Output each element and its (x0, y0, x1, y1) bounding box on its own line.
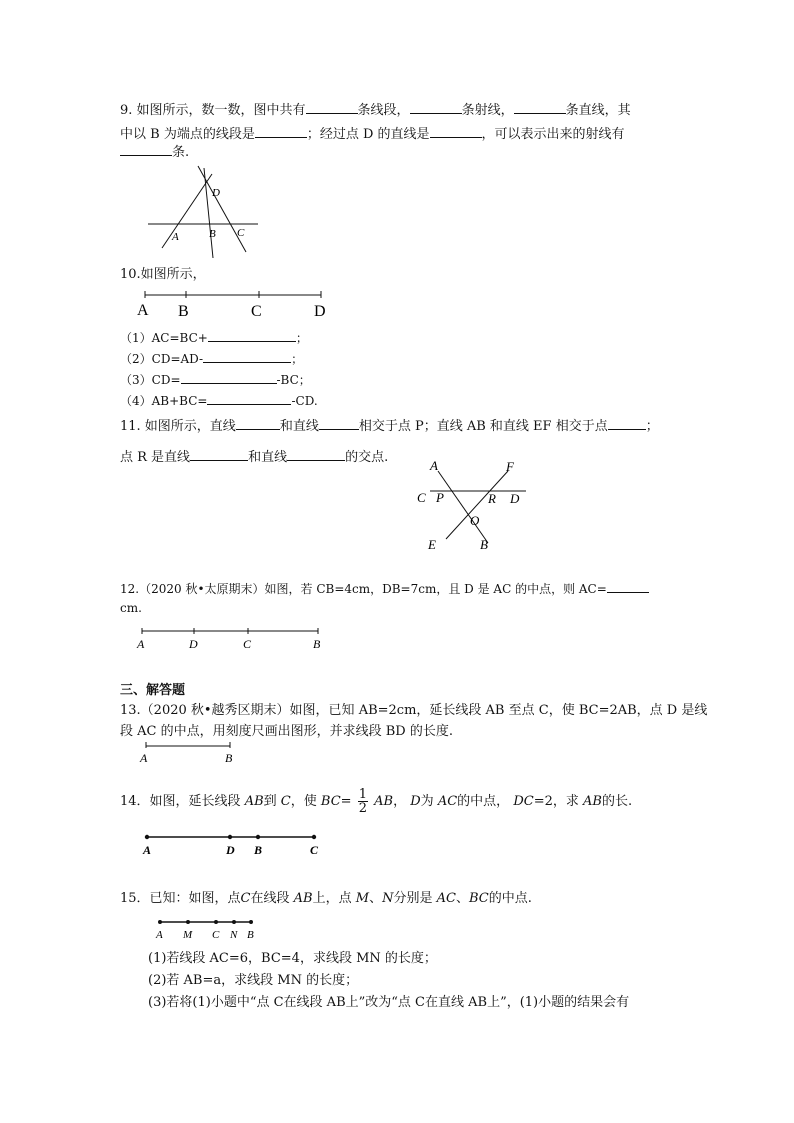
q10-label-b: B (178, 303, 189, 320)
q10-sub-3-end: -BC； (276, 373, 311, 387)
q9-line-bd (204, 168, 213, 258)
q14-figure (138, 828, 328, 858)
q15-point-c (214, 920, 218, 924)
q11-label-o: O (470, 513, 480, 528)
q14-text-6: 的中点， (457, 794, 510, 809)
q11-line-ab (438, 471, 488, 543)
q14-label-d: D (226, 843, 235, 857)
q9-text-2: 条线段， (357, 103, 410, 118)
q10-sub-1-text: （1）AC=BC+ (120, 331, 208, 345)
q15-line-1 (120, 890, 532, 907)
q10-label-d: D (314, 303, 326, 320)
q11-blank-1[interactable] (236, 416, 280, 430)
section-heading: 三、解答题 (120, 683, 186, 698)
q14-equals: = (340, 794, 352, 809)
q14-var-c: C (280, 794, 291, 809)
q13-figure (134, 738, 244, 766)
q11-label-p: P (436, 490, 444, 505)
q9-line-3 (120, 142, 189, 161)
q15-label-b: B (247, 929, 254, 941)
q15-var-ac: AC (436, 891, 456, 906)
q9-blank-5[interactable] (430, 124, 482, 138)
q11-line-2 (120, 447, 388, 466)
q14-var-ab-3: AB (583, 794, 602, 809)
q14-point-d (228, 835, 232, 839)
q10-title: 10.如图所示， (120, 267, 206, 282)
q9-line-1 (120, 100, 631, 119)
q10-sub-2-text: （2）CD=AD- (120, 352, 204, 366)
q11-blank-4[interactable] (190, 447, 248, 461)
q10-sub-4-text: （4）AB+BC= (120, 394, 208, 408)
q14-point-c (312, 835, 316, 839)
q9-label-d: D (212, 187, 220, 199)
q9-blank-4[interactable] (255, 124, 307, 138)
q15-sub-1: (1)若线段 AC=6，BC=4，求线段 MN 的长度； (148, 951, 437, 966)
q14-var-ab-2: AB (374, 794, 394, 809)
q11-text-5: 点 R 是直线 (120, 450, 191, 465)
q10-sub-3-text: （3）CD= (120, 373, 181, 387)
q9-blank-1[interactable] (306, 100, 358, 114)
q11-line-1 (120, 416, 659, 435)
q14-text-8: 的长. (601, 794, 633, 809)
q10-figure (125, 284, 345, 324)
q14-point-b (256, 835, 260, 839)
q10-sub-1 (120, 328, 308, 347)
q9-blank-3[interactable] (514, 100, 566, 114)
q15-text-7: 的中点. (488, 891, 532, 906)
q9-text-3: 条射线， (461, 103, 514, 118)
q14-text-5: 为 (420, 794, 434, 809)
q9-blank-2[interactable] (410, 100, 462, 114)
q14-var-bc: BC (320, 794, 341, 809)
q11-figure (412, 455, 537, 555)
q12-label-d: D (189, 637, 198, 651)
q14-var-ac: AC (437, 794, 458, 809)
q14-line-1 (120, 788, 632, 818)
q12-label-c: C (243, 637, 252, 651)
q15-var-ab: AB (293, 891, 313, 906)
q12-text-1: 12.（2020 秋•太原期末）如图，若 CB=4cm，DB=7cm，且 D 是 AC 的中点，则 AC= (120, 582, 607, 596)
q11-blank-3[interactable] (608, 416, 646, 430)
q15-text-5: 分别是 (393, 891, 433, 906)
q15-var-m: M (355, 891, 370, 906)
q15-point-b (249, 920, 253, 924)
q11-label-e: E (428, 537, 436, 552)
q10-blank-1[interactable] (208, 328, 296, 342)
q10-blank-4[interactable] (207, 391, 291, 405)
q13-label-a: A (140, 751, 148, 765)
q15-var-bc: BC (468, 891, 489, 906)
q11-text-4: ； (645, 419, 659, 434)
q15-text-3: 上，点 (312, 891, 352, 906)
q11-label-b: B (480, 537, 488, 552)
q13-label-b: B (225, 751, 233, 765)
q12-line-1 (120, 579, 649, 598)
q15-sub-3: (3)若将(1)小题中“点 C在线段 AB上”改为“点 C在直线 AB上”，(1)小题的结果会有 (148, 995, 630, 1010)
q14-label-b: B (254, 843, 263, 857)
q9-text-4: 条直线，其 (565, 103, 631, 118)
q11-text-7: 的交点. (345, 450, 389, 465)
q10-label-c: C (251, 303, 262, 320)
q15-text-1: 15．已知：如图，点 (120, 891, 241, 906)
q15-text-2: 在线段 (250, 891, 290, 906)
q14-var-ab: AB (244, 794, 264, 809)
q9-label-b: B (209, 228, 216, 240)
q14-label-c: C (310, 843, 319, 857)
q9-line-2 (120, 124, 625, 143)
q10-sub-1-end: ； (295, 331, 308, 345)
q15-var-n: N (382, 891, 394, 906)
q15-label-a: A (156, 929, 163, 941)
q15-point-a (158, 920, 162, 924)
q14-text-4: ， (393, 794, 407, 809)
q10-label-a: A (137, 302, 149, 319)
q14-label-a: A (143, 843, 152, 857)
q11-text-1: 11. 如图所示，直线 (120, 419, 236, 434)
q9-text-6: ；经过点 D 的直线是 (306, 127, 430, 142)
q10-sub-2 (120, 349, 303, 368)
q12-figure (132, 622, 332, 652)
q9-blank-6[interactable] (120, 142, 172, 156)
q15-point-m (186, 920, 190, 924)
q11-label-a: A (430, 458, 438, 473)
q9-line-dc (198, 166, 246, 252)
q10-sub-4-end: -CD. (291, 394, 318, 408)
q12-text-2: cm. (120, 601, 142, 615)
q11-text-2: 和直线 (279, 419, 319, 434)
q11-line-ef (446, 471, 508, 539)
q11-label-r: R (488, 491, 496, 506)
q15-sub-2: (2)若 AB=a，求线段 MN 的长度； (148, 973, 359, 988)
q9-text-7: ，可以表示出来的射线有 (481, 127, 625, 142)
q14-var-dc: DC (513, 794, 534, 809)
q11-label-d: D (510, 491, 520, 506)
q10-sub-4 (120, 391, 318, 410)
q14-text-1: 14．如图，延长线段 (120, 794, 241, 809)
q9-line-ad (162, 174, 212, 248)
q15-label-c: C (212, 929, 220, 941)
q11-label-c: C (417, 490, 426, 505)
q14-fraction-den: 2 (358, 801, 367, 816)
q15-label-n: N (230, 929, 238, 941)
q12-blank-1[interactable] (607, 579, 649, 593)
q11-blank-5[interactable] (287, 447, 345, 461)
q9-text-1: 9. 如图所示，数一数，图中共有 (120, 103, 306, 118)
q15-figure (150, 914, 265, 944)
q13-line-1: 13.（2020 秋•越秀区期末）如图，已知 AB=2cm，延长线段 AB 至点 C，使 BC=2AB，点 D 是线 (120, 703, 708, 718)
q15-point-n (232, 920, 236, 924)
q13-line-2: 段 AC 的中点，用刻度尺画出图形，并求线段 BD 的长度. (120, 724, 453, 739)
q15-text-4: 、 (369, 891, 383, 906)
q15-var-c: C (240, 891, 251, 906)
q14-text-3: ，使 (290, 794, 317, 809)
q14-text-2: 到 (263, 794, 277, 809)
q9-label-c: C (237, 227, 245, 239)
q9-text-8: 条. (172, 145, 190, 160)
q9-figure (140, 160, 270, 265)
q10-blank-3[interactable] (181, 370, 277, 384)
q12-label-a: A (137, 637, 145, 651)
q14-text-7: =2，求 (533, 794, 579, 809)
q11-blank-2[interactable] (319, 416, 359, 430)
q9-text-5: 中以 B 为端点的线段是 (120, 127, 255, 142)
q14-fraction (358, 788, 368, 815)
q9-label-a: A (172, 231, 179, 243)
q14-var-d: D (410, 794, 421, 809)
q14-point-a (145, 835, 149, 839)
q14-fraction-num: 1 (358, 787, 367, 802)
q12-label-b: B (313, 637, 321, 651)
q11-text-6: 和直线 (248, 450, 288, 465)
q15-label-m: M (183, 929, 193, 941)
q11-label-f: F (506, 459, 514, 474)
q15-text-6: 、 (455, 891, 469, 906)
q10-blank-2[interactable] (203, 349, 291, 363)
q11-text-3: 相交于点 P；直线 AB 和直线 EF 相交于点 (358, 419, 608, 434)
q10-sub-2-end: ； (291, 352, 304, 366)
q10-sub-3 (120, 370, 311, 389)
